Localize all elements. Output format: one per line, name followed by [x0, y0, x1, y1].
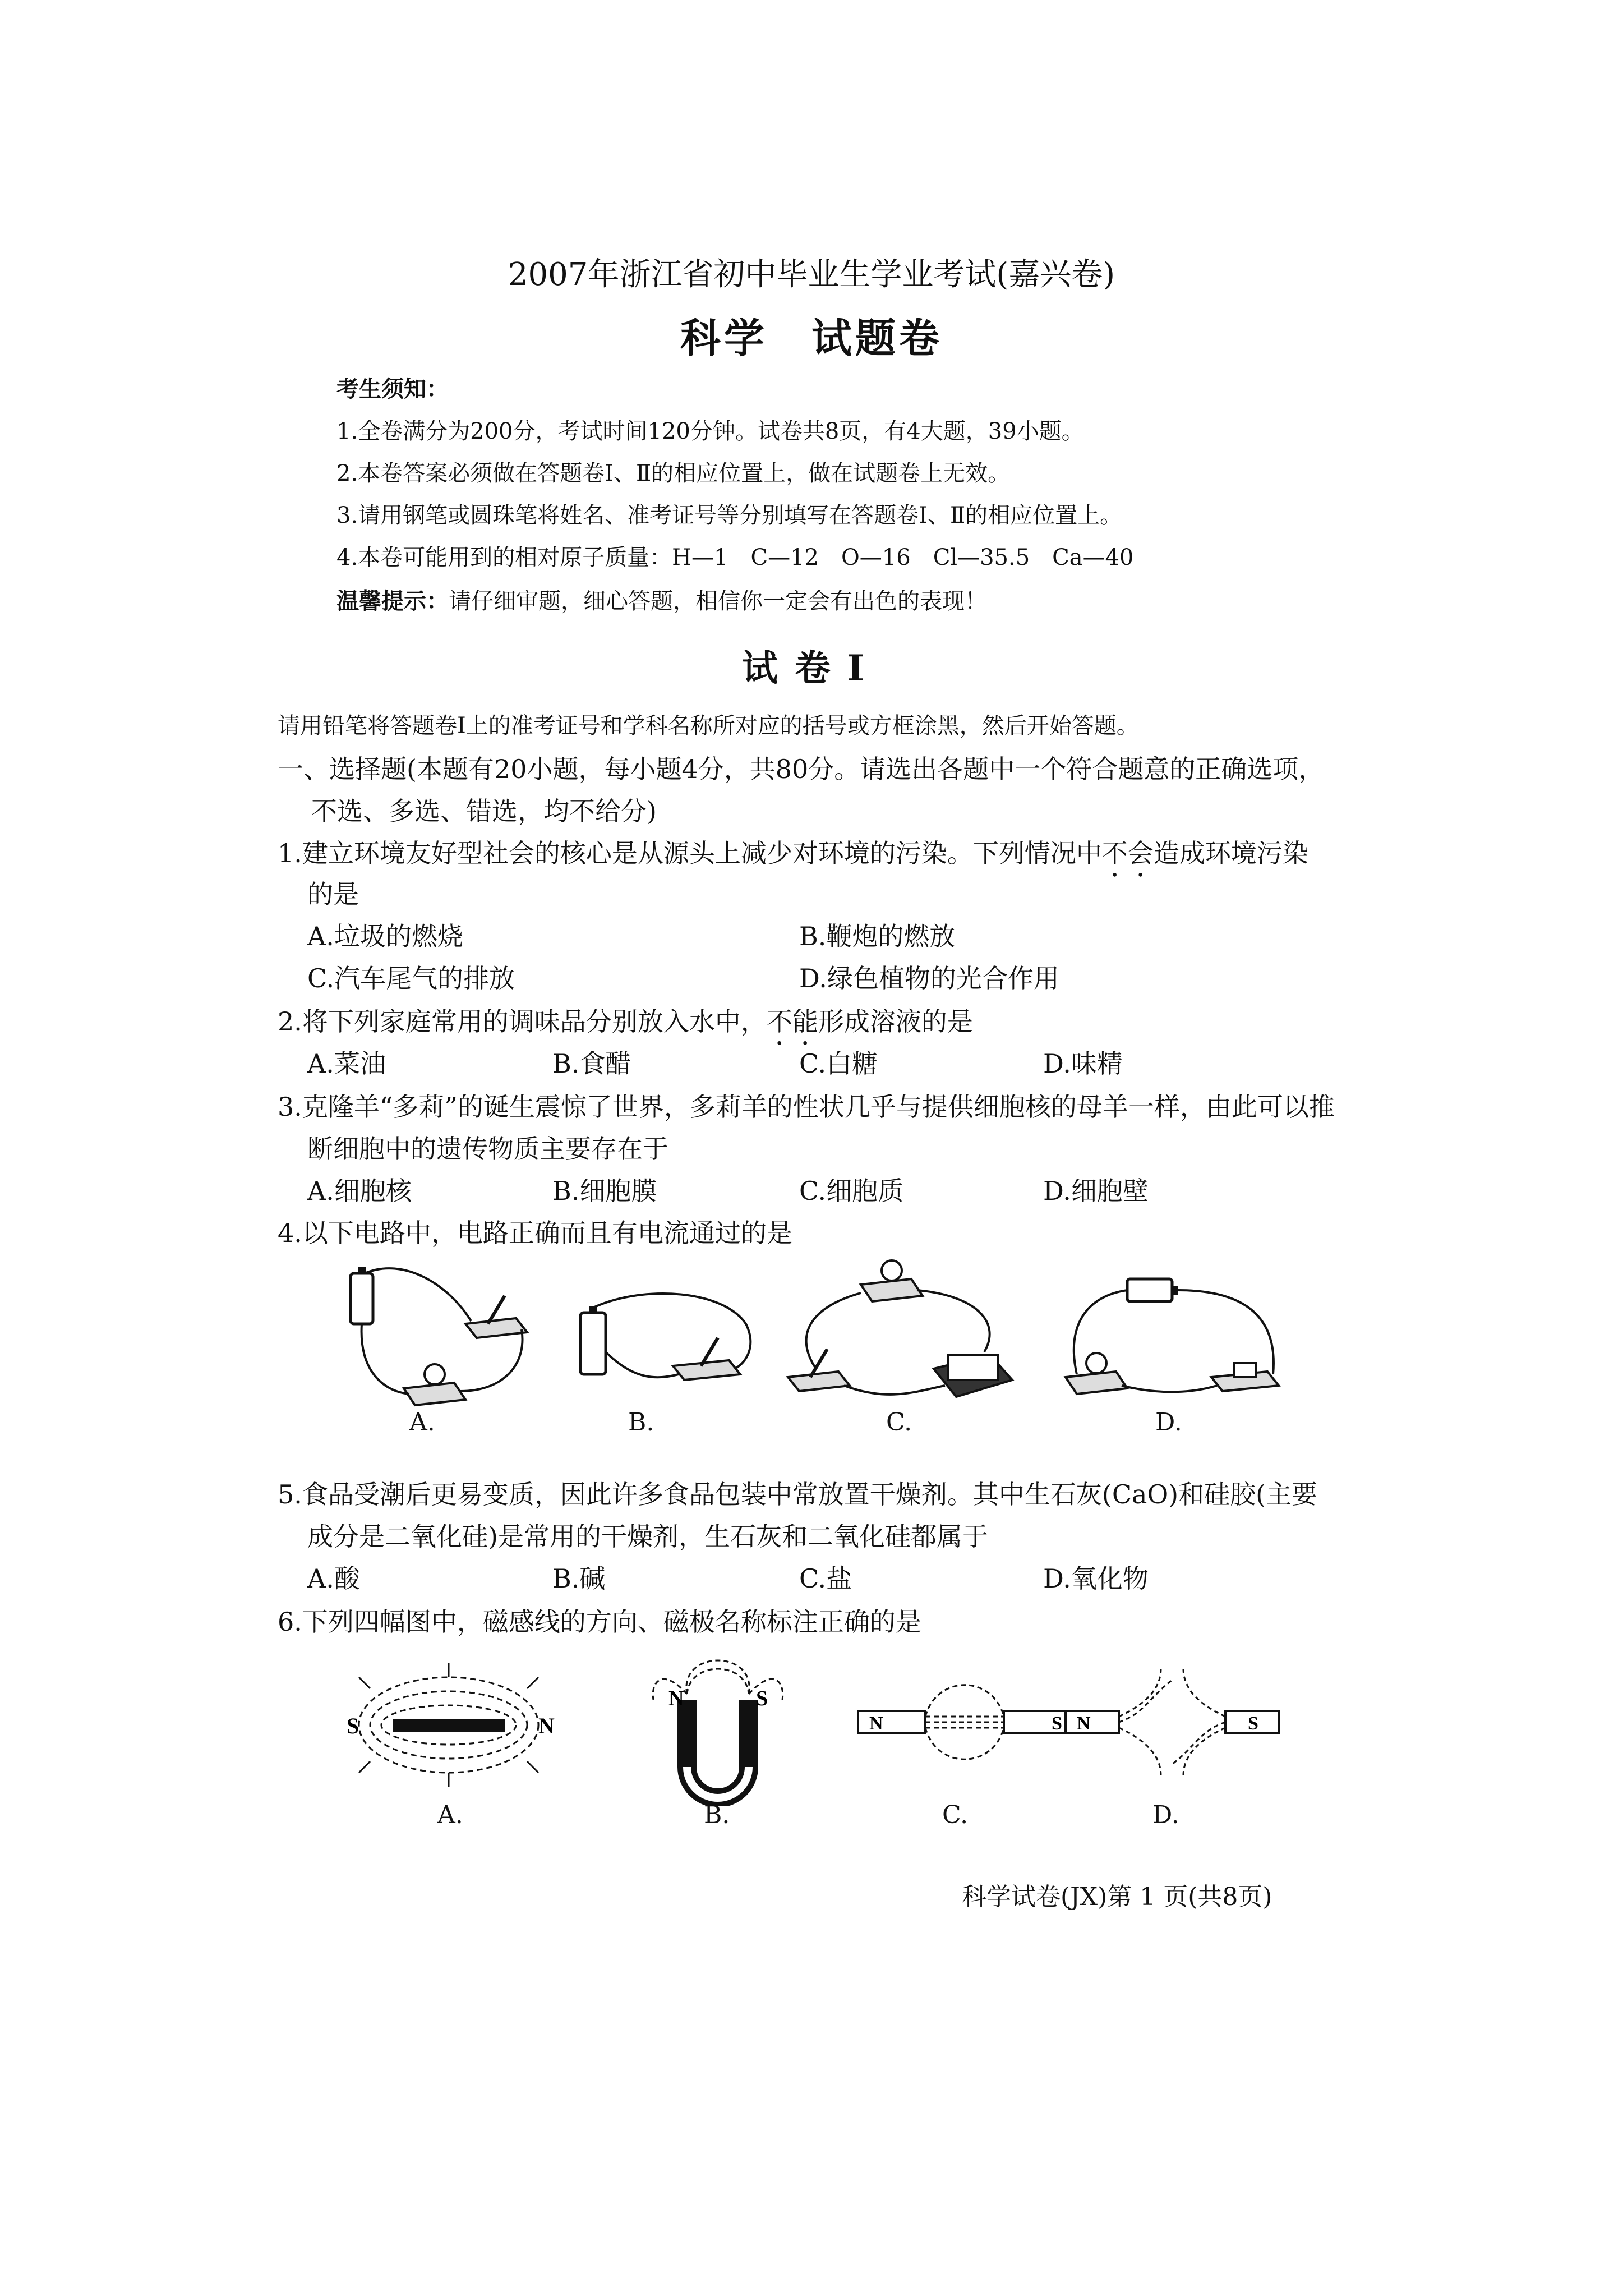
question-2-option-c[interactable]: C.白糖 — [799, 1048, 878, 1079]
circuit-label-b: B. — [628, 1408, 654, 1437]
magnet-b-pole-left: N — [668, 1687, 684, 1710]
question-1-text-a: 1.建立环境友好型社会的核心是从源头上减少对环境的污染。下列情况中 — [278, 838, 1102, 868]
magnet-b-pole-right: S — [756, 1687, 768, 1710]
question-3-option-d[interactable]: D.细胞壁 — [1043, 1176, 1149, 1206]
question-2-text-a: 2.将下列家庭常用的调味品分别放入水中， — [278, 1006, 767, 1037]
question-3-line1: 3.克隆羊“多莉”的诞生震惊了世界，多莉羊的性状几乎与提供细胞核的母羊一样，由此可以推 — [278, 1092, 1335, 1122]
u-magnet-icon — [687, 1700, 749, 1798]
notice-item-3: 3.请用钢笔或圆珠笔将姓名、准考证号等分别填写在答题卷Ⅰ、Ⅱ的相应位置上。 — [336, 503, 1123, 528]
question-2-option-d[interactable]: D.味精 — [1043, 1048, 1123, 1079]
bulb-icon — [404, 1364, 465, 1405]
magnet-diagram-d — [1060, 1663, 1284, 1781]
question-4-text: 4.以下电路中，电路正确而且有电流通过的是 — [278, 1218, 792, 1248]
page-footer: 科学试卷(JX)第 1 页(共8页) — [962, 1883, 1272, 1911]
magnet-label-a: A. — [437, 1801, 463, 1829]
question-1-option-a[interactable]: A.垃圾的燃烧 — [307, 921, 463, 951]
part-heading-line1: 一、选择题(本题有20小题，每小题4分，共80分。请选出各题中一个符合题意的正确选项， — [278, 754, 1325, 784]
bar-magnet-icon — [393, 1719, 505, 1732]
exam-title: 2007年浙江省初中毕业生学业考试(嘉兴卷) — [508, 256, 1115, 293]
battery-icon — [351, 1273, 373, 1324]
tip — [336, 583, 987, 615]
question-1-option-b[interactable]: B.鞭炮的燃放 — [799, 921, 956, 951]
notice-heading: 考生须知： — [336, 376, 449, 402]
question-5-line1: 5.食品受潮后更易变质，因此许多食品包装中常放置干燥剂。其中生石灰(CaO)和硅胶(主要 — [278, 1479, 1318, 1510]
question-5-option-b[interactable]: B.碱 — [552, 1563, 606, 1594]
meter-icon — [934, 1355, 1012, 1397]
circuit-diagram-d — [1054, 1268, 1301, 1408]
notice-item-4: 4.本卷可能用到的相对原子质量：H—1 C—12 O—16 Cl—35.5 Ca—40 — [336, 545, 1134, 570]
magnet-a-pole-right: N — [538, 1713, 555, 1738]
magnet-c-pole-left: N — [869, 1713, 883, 1734]
switch-icon — [1211, 1363, 1279, 1391]
question-2-text-b: 形成溶液的是 — [818, 1006, 973, 1037]
question-3-line2: 断细胞中的遗传物质主要存在于 — [307, 1134, 668, 1164]
question-5-option-a[interactable]: A.酸 — [307, 1563, 360, 1594]
switch-icon — [465, 1296, 527, 1338]
question-1-option-c[interactable]: C.汽车尾气的排放 — [307, 963, 515, 993]
question-3-option-a[interactable]: A.细胞核 — [307, 1176, 412, 1206]
magnet-d-pole-left: N — [1077, 1713, 1091, 1734]
question-3-option-c[interactable]: C.细胞质 — [799, 1176, 904, 1206]
question-2-emphasis: 不能 — [766, 1006, 818, 1037]
section-title: 试卷Ⅰ — [742, 647, 881, 689]
question-5-option-c[interactable]: C.盐 — [799, 1563, 852, 1594]
magnet-diagram-c — [852, 1663, 1077, 1781]
switch-icon — [788, 1349, 850, 1391]
question-6-text: 6.下列四幅图中，磁感线的方向、磁极名称标注正确的是 — [278, 1607, 921, 1637]
magnet-a-pole-left: S — [347, 1713, 359, 1738]
circuit-label-c: C. — [886, 1408, 912, 1437]
notice-item-1: 1.全卷满分为200分，考试时间120分钟。试卷共8页，有4大题，39小题。 — [336, 418, 1084, 444]
bulb-icon — [861, 1260, 923, 1301]
question-1-option-d[interactable]: D.绿色植物的光合作用 — [799, 963, 1059, 993]
circuit-diagram-b — [566, 1285, 768, 1397]
question-5-option-d[interactable]: D.氧化物 — [1043, 1563, 1149, 1594]
section-instruction: 请用铅笔将答题卷Ⅰ上的准考证号和学科名称所对应的括号或方框涂黑，然后开始答题。 — [278, 713, 1139, 739]
question-1-line2: 的是 — [307, 879, 359, 909]
notice-item-2: 2.本卷答案必须做在答题卷Ⅰ、Ⅱ的相应位置上，做在试题卷上无效。 — [336, 461, 1011, 486]
battery-icon — [1127, 1279, 1172, 1301]
question-2-option-b[interactable]: B.食醋 — [552, 1048, 631, 1079]
magnet-label-b: B. — [704, 1801, 730, 1829]
magnet-c-pole-right: S — [1052, 1713, 1062, 1734]
subject-title: 科学 试题卷 — [680, 314, 943, 362]
question-1-emphasis: 不会 — [1101, 838, 1154, 868]
magnet-diagram-b — [639, 1649, 796, 1806]
question-1-line1 — [278, 833, 1308, 883]
question-5-line2: 成分是二氧化硅)是常用的干燥剂，生石灰和二氧化硅都属于 — [307, 1521, 988, 1552]
circuit-diagram-a — [336, 1262, 538, 1425]
tip-label: 温馨提示： — [336, 588, 449, 614]
magnet-d-pole-right: S — [1248, 1713, 1258, 1734]
circuit-label-d: D. — [1155, 1408, 1182, 1437]
switch-icon — [673, 1338, 740, 1380]
circuit-diagram-c — [777, 1245, 1035, 1414]
magnet-label-d: D. — [1152, 1801, 1179, 1829]
part-heading-line2: 不选、多选、错选，均不给分) — [311, 796, 657, 826]
magnet-label-c: C. — [942, 1801, 969, 1829]
tip-text: 请仔细审题，细心答题，相信你一定会有出色的表现！ — [449, 588, 987, 614]
magnet-diagram-a — [336, 1655, 561, 1795]
question-3-option-b[interactable]: B.细胞膜 — [552, 1176, 657, 1206]
circuit-label-a: A. — [409, 1408, 435, 1437]
battery-icon — [580, 1313, 606, 1374]
question-2-option-a[interactable]: A.菜油 — [307, 1048, 386, 1079]
question-1-text-b: 造成环境污染 — [1153, 838, 1308, 868]
